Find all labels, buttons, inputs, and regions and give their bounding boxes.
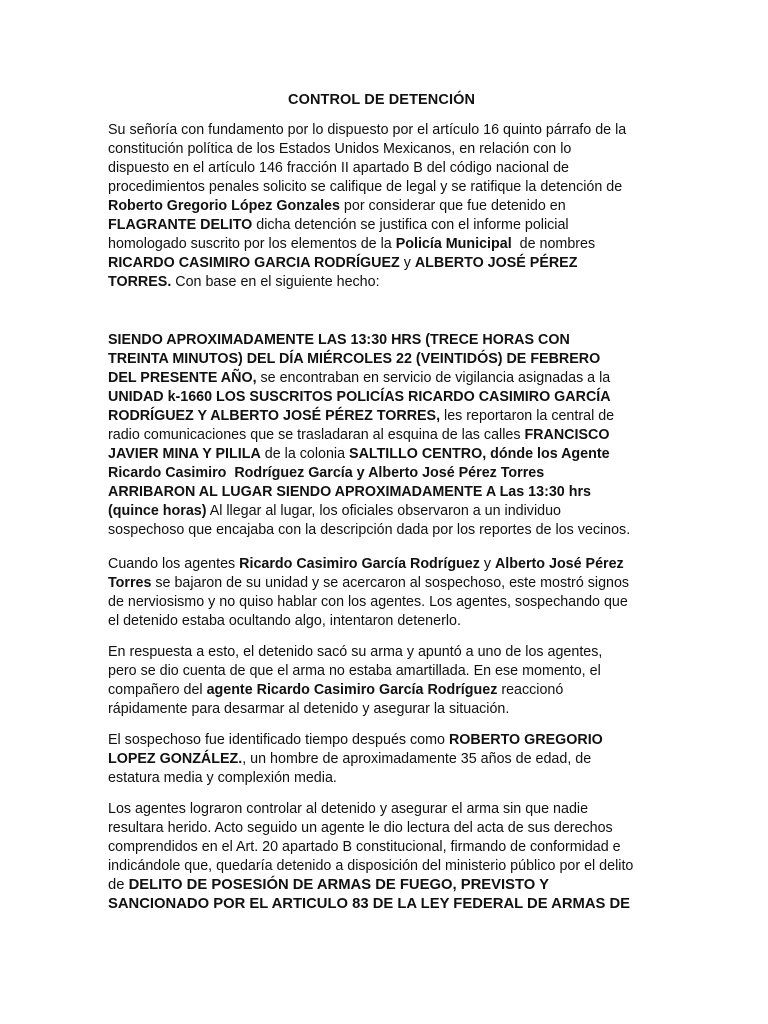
text-line xyxy=(108,555,658,574)
text-span: reaccionó xyxy=(497,682,564,698)
text-span-bold: ROBERTO GREGORIO xyxy=(448,732,603,748)
text-span: Cuando los agentes xyxy=(108,556,240,572)
text-span-bold: Ricardo Casimiro García Rodríguez xyxy=(239,556,480,572)
paragraph-response xyxy=(108,643,658,719)
paragraph-approach xyxy=(108,555,658,631)
paragraph-intro xyxy=(108,121,658,292)
text-line: comprendidos en el Art. 20 apartado B constitucional, firmando de conformidad e xyxy=(108,839,621,855)
text-line xyxy=(108,426,658,445)
document-title: CONTROL DE DETENCIÓN xyxy=(288,92,476,108)
text-line: TREINTA MINUTOS) DEL DÍA MIÉRCOLES 22 (VEINTIDÓS) DE FEBRERO xyxy=(108,351,601,367)
text-line: Su señoría con fundamento por lo dispuesto por el artículo 16 quinto párrafo de la xyxy=(108,122,627,138)
text-line: Ricardo Casimiro Rodríguez García y Alberto José Pérez Torres xyxy=(108,465,545,481)
text-line xyxy=(108,407,658,426)
text-span: compañero del xyxy=(108,682,207,698)
text-span-bold: SALTILLO CENTRO, dónde los Agente xyxy=(349,446,610,462)
text-line xyxy=(108,731,658,750)
text-line: dispuesto en el artículo 146 fracción II apartado B del código nacional de xyxy=(108,160,569,176)
text-line xyxy=(108,876,658,895)
text-line: UNIDAD k-1660 LOS SUSCRITOS POLICÍAS RICARDO CASIMIRO GARCÍA xyxy=(108,389,611,405)
text-line: sospechoso que encajaba con la descripción dada por los reportes de los vecinos. xyxy=(108,522,631,538)
text-span: , un hombre de aproximadamente 35 años de edad, de xyxy=(242,751,592,767)
text-line: el detenido estaba ocultando algo, intentaron detenerlo. xyxy=(108,613,461,629)
text-line xyxy=(108,369,658,388)
text-span: El sospechoso fue identificado tiempo después como xyxy=(108,732,449,748)
text-line: indicándole que, quedaría detenido a disposición del ministerio público por el delito xyxy=(108,858,634,874)
text-span-bold: Torres xyxy=(108,575,152,591)
officer-name-2: ALBERTO JOSÉ PÉREZ xyxy=(414,255,578,271)
text-span: de nombres xyxy=(511,236,596,252)
text-span: se encontraban en servicio de vigilancia asignadas a la xyxy=(256,370,611,386)
text-line xyxy=(108,254,658,273)
text-line xyxy=(108,273,658,292)
detainee-name: Roberto Gregorio López Gonzales xyxy=(108,198,340,214)
paragraph-control xyxy=(108,800,658,914)
text-line: procedimientos penales solicito se califique de legal y se ratifique la detención de xyxy=(108,179,623,195)
text-span-bold: FRANCISCO xyxy=(524,427,610,443)
text-line: estatura media y complexión media. xyxy=(108,770,337,786)
text-line: de nerviosismo y no quiso hablar con los agentes. Los agentes, sospechando que xyxy=(108,594,628,610)
text-span: radio comunicaciones que se trasladaran al esquina de las calles xyxy=(108,427,525,443)
text-span: y xyxy=(399,255,415,271)
text-span: por considerar que fue detenido en xyxy=(339,198,566,214)
text-span-bold: agente Ricardo Casimiro García Rodríguez xyxy=(206,682,498,698)
text-span: dicha detención se justifica con el informe policial xyxy=(252,217,569,233)
text-line: SIENDO APROXIMADAMENTE LAS 13:30 HRS (TRECE HORAS CON xyxy=(108,332,570,348)
text-line xyxy=(108,750,658,769)
text-line: resultara herido. Acto seguido un agente le dio lectura del acta de sus derechos xyxy=(108,820,613,836)
text-span-bold: Alberto José Pérez xyxy=(494,556,624,572)
text-span-bold: RODRÍGUEZ Y ALBERTO JOSÉ PÉREZ TORRES, xyxy=(108,408,441,424)
text-span: se bajaron de su unidad y se acercaron al sospechoso, este mostró signos xyxy=(151,575,630,591)
text-span: de xyxy=(108,877,129,893)
text-line xyxy=(108,197,658,216)
text-line xyxy=(108,216,658,235)
text-span: de la colonia xyxy=(260,446,350,462)
text-span: y xyxy=(479,556,495,572)
text-span: Al llegar al lugar, los oficiales observaron a un individuo xyxy=(206,503,561,519)
policia-municipal: Policía Municipal xyxy=(395,236,512,252)
text-span-bold: LOPEZ GONZÁLEZ. xyxy=(108,751,243,767)
text-line xyxy=(108,681,658,700)
officer-name-2-cont: TORRES. xyxy=(108,274,172,290)
text-line xyxy=(108,574,658,593)
text-line: SANCIONADO POR EL ARTICULO 83 DE LA LEY FEDERAL DE ARMAS DE xyxy=(108,896,631,912)
paragraph-identification xyxy=(108,731,658,788)
text-span: homologado suscrito por los elementos de la xyxy=(108,236,396,252)
text-span-bold: (quince horas) xyxy=(108,503,207,519)
text-span-bold: DEL PRESENTE AÑO, xyxy=(108,370,257,386)
text-line: constitución política de los Estados Unidos Mexicanos, en relación con lo xyxy=(108,141,572,157)
officer-name-1: RICARDO CASIMIRO GARCIA RODRÍGUEZ xyxy=(108,255,400,271)
text-span-bold: DELITO DE POSESIÓN DE ARMAS DE FUEGO, PREVISTO Y xyxy=(128,877,549,893)
text-line: ARRIBARON AL LUGAR SIENDO APROXIMADAMENTE A Las 13:30 hrs xyxy=(108,484,591,500)
text-line: pero se dio cuenta de que el arma no estaba amartillada. En ese momento, el xyxy=(108,663,601,679)
paragraph-facts xyxy=(108,331,658,540)
text-line xyxy=(108,502,658,521)
text-line xyxy=(108,445,658,464)
flagrante-delito: FLAGRANTE DELITO xyxy=(108,217,253,233)
text-line xyxy=(108,235,658,254)
text-span: les reportaron la central de xyxy=(440,408,615,424)
text-line: En respuesta a esto, el detenido sacó su arma y apuntó a uno de los agentes, xyxy=(108,644,603,660)
text-line: rápidamente para desarmar al detenido y asegurar la situación. xyxy=(108,701,510,717)
text-span: Con base en el siguiente hecho: xyxy=(171,274,380,290)
text-span-bold: JAVIER MINA Y PILILA xyxy=(108,446,261,462)
text-line: Los agentes lograron controlar al detenido y asegurar el arma sin que nadie xyxy=(108,801,589,817)
